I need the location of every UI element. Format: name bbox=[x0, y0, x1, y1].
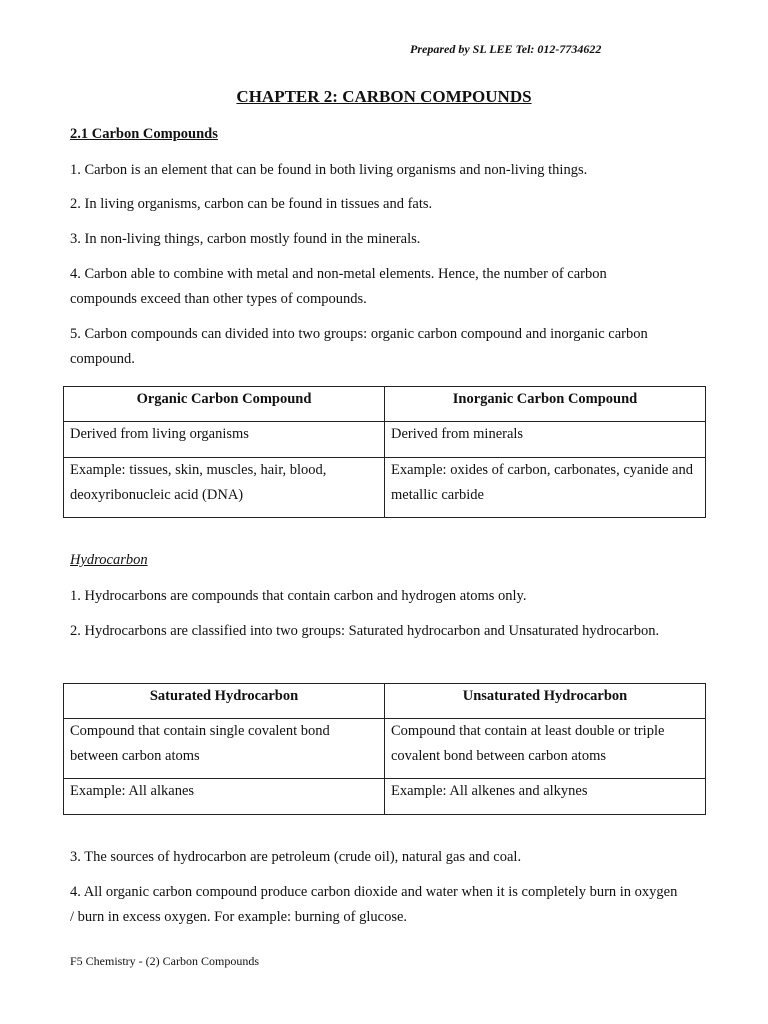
hydrocarbon-point-3: 3. The sources of hydrocarbon are petroleum (crude oil), natural gas and coal. bbox=[70, 849, 522, 865]
table-cell: Example: All alkenes and alkynes bbox=[385, 779, 706, 815]
table-row bbox=[64, 719, 706, 779]
unsaturated-column-header: Unsaturated Hydrocarbon bbox=[385, 684, 706, 719]
table-cell: Compound that contain single covalent bond between carbon atoms bbox=[64, 719, 385, 779]
table-cell: Derived from living organisms bbox=[64, 422, 385, 458]
carbon-point-5: 5. Carbon compounds can divided into two groups: organic carbon compound and inorganic carbon compound. bbox=[70, 326, 648, 367]
table-row bbox=[64, 458, 706, 518]
table-cell: Compound that contain at least double or triple covalent bond between carbon atoms bbox=[385, 719, 706, 779]
saturated-unsaturated-table bbox=[63, 683, 706, 815]
inorganic-column-header: Inorganic Carbon Compound bbox=[385, 387, 706, 422]
table-header-row bbox=[64, 684, 706, 719]
carbon-point-2: 2. In living organisms, carbon can be found in tissues and fats. bbox=[70, 196, 433, 212]
carbon-point-4: 4. Carbon able to combine with metal and non-metal elements. Hence, the number of carbon compounds exceed than other types of compounds. bbox=[70, 266, 607, 307]
hydrocarbon-point-2: 2. Hydrocarbons are classified into two groups: Saturated hydrocarbon and Unsaturated hydrocarbon. bbox=[70, 623, 660, 639]
carbon-point-1: 1. Carbon is an element that can be found in both living organisms and non-living things. bbox=[70, 162, 588, 178]
prepared-by-note: Prepared by SL LEE Tel: 012-7734622 bbox=[410, 42, 602, 56]
organic-column-header: Organic Carbon Compound bbox=[64, 387, 385, 422]
carbon-point-3: 3. In non-living things, carbon mostly found in the minerals. bbox=[70, 231, 421, 247]
organic-inorganic-table bbox=[63, 386, 706, 518]
saturated-column-header: Saturated Hydrocarbon bbox=[64, 684, 385, 719]
page-footer: F5 Chemistry - (2) Carbon Compounds bbox=[70, 954, 259, 968]
table-header-row bbox=[64, 387, 706, 422]
table-cell: Derived from minerals bbox=[385, 422, 706, 458]
section-heading: 2.1 Carbon Compounds bbox=[70, 126, 218, 142]
hydrocarbon-heading: Hydrocarbon bbox=[70, 552, 148, 568]
chapter-title: CHAPTER 2: CARBON COMPOUNDS bbox=[236, 87, 532, 106]
table-cell: Example: oxides of carbon, carbonates, cyanide and metallic carbide bbox=[385, 458, 706, 518]
table-cell: Example: All alkanes bbox=[64, 779, 385, 815]
hydrocarbon-point-1: 1. Hydrocarbons are compounds that contain carbon and hydrogen atoms only. bbox=[70, 588, 527, 604]
table-row bbox=[64, 779, 706, 815]
table-row bbox=[64, 422, 706, 458]
table-cell: Example: tissues, skin, muscles, hair, blood, deoxyribonucleic acid (DNA) bbox=[64, 458, 385, 518]
hydrocarbon-point-4: 4. All organic carbon compound produce carbon dioxide and water when it is completely burn in oxygen / burn in excess oxygen. For example: burning of glucose. bbox=[70, 884, 678, 925]
